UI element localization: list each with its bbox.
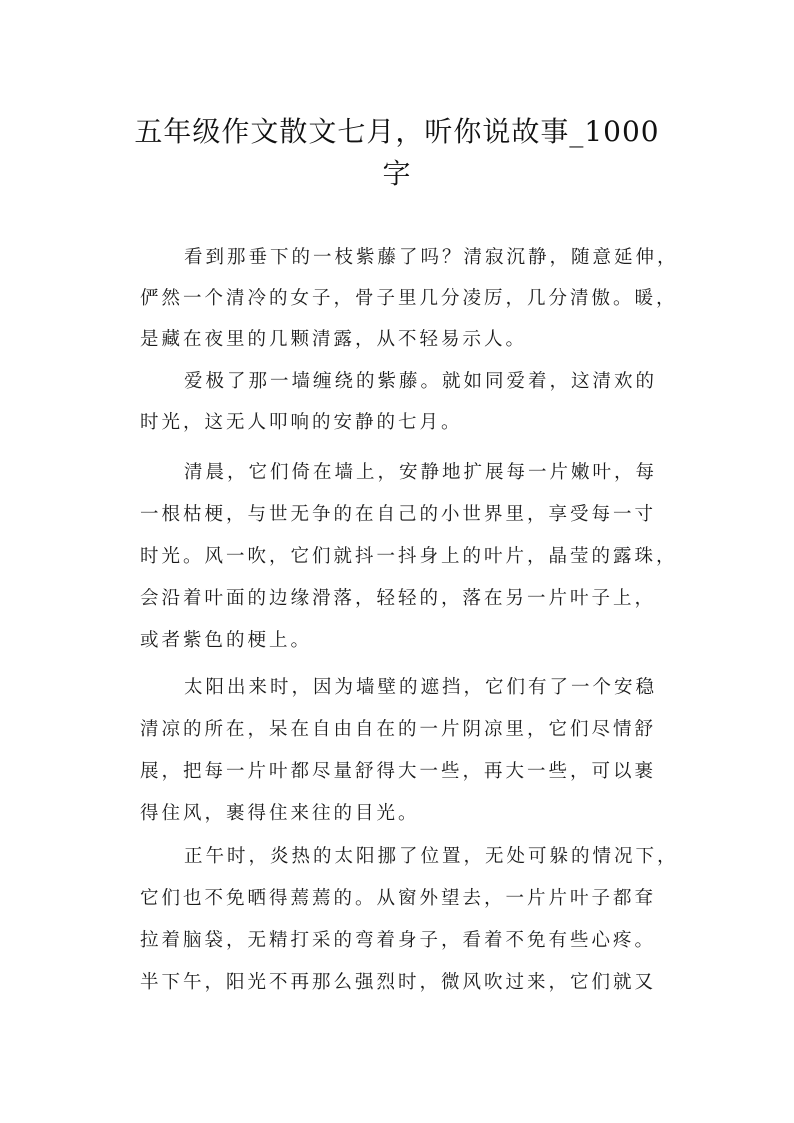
title-line-1: 五年级作文散文七月，听你说故事_1000 [134, 115, 660, 148]
title-line-2: 字 [382, 157, 412, 190]
document-page: 五年级作文散文七月，听你说故事_1000 字 看到那垂下的一枝紫藤了吗？清寂沉静，随意延伸， 俨然一个清冷的女子，骨子里几分凌厉，几分清傲。暖， 是藏在夜里的几颗清露，从不轻易示人。 爱极了那一墙缠绕的紫藤。就如同爱着，这清欢的 时光，这无人叩响的安静的七月。 清晨，它们倚在墙上，安静地扩展每一片嫩叶，每 一根枯梗，与世无争的在自己的小世界里，享受每一寸 时光。风一吹，它们就抖一抖身上的叶片，晶莹的露珠， 会沿着叶面的边缘滑落，轻轻的，落在另一片叶子上， 或者紫色的梗上。 太阳出来时，因为墙壁的遮挡，它们有了一个安稳 清凉的所在，呆在自由自在的一片阴凉里，它们尽情舒 展，把每一片叶都尽量舒得大一些，再大一些，可以裹 得住风，裹得住来往的目光。 正午时，炎热的太阳挪了位置，无处可躲的情况下， 它们也不免晒得蔫蔫的。从窗外望去，一片片叶子都耷 拉着脑袋，无精打采的弯着身子，看着不免有些心疼。 半下午，阳光不再那么强烈时，微风吹过来，它们就又 [0, 0, 794, 1123]
document-title [130, 111, 664, 195]
